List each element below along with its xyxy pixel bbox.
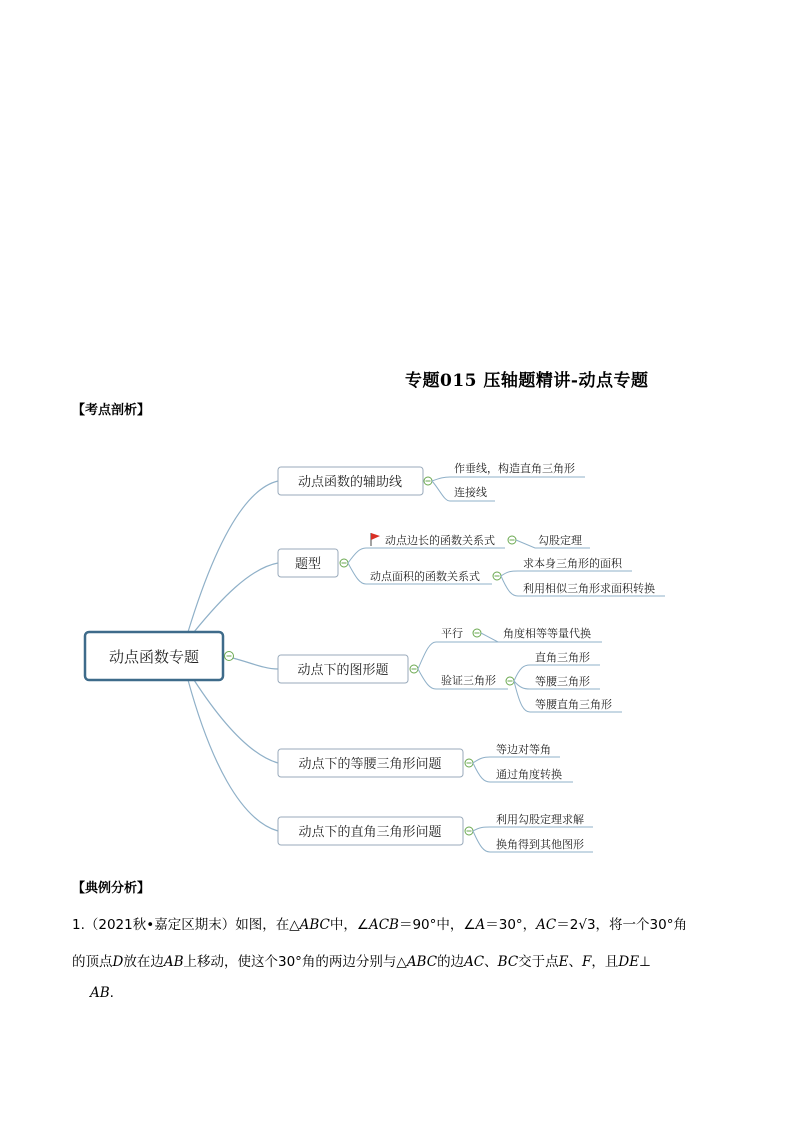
branch-question-types	[278, 533, 665, 596]
sub-branch-label: 验证三角形	[441, 674, 496, 687]
mindmap-root-node	[85, 632, 234, 680]
leaf-label: 勾股定理	[538, 534, 582, 547]
section-examples-heading: 【典例分析】	[72, 881, 151, 896]
section-analysis-heading: 【考点剖析】	[72, 403, 151, 418]
leaf-label: 连接线	[454, 486, 487, 499]
problem-line-1: 1.（2021秋•嘉定区期末）如图，在△ABC中，∠ACB＝90°中，∠A＝30°，AC＝2√3，将一个30°角	[72, 917, 687, 933]
leaf-label: 利用勾股定理求解	[496, 813, 584, 826]
leaf-label: 等腰直角三角形	[535, 698, 612, 711]
problem-line-2: 的顶点D放在边AB上移动，使这个30°角的两边分别与△ABC的边AC、BC交于点E、F，且DE⊥	[72, 954, 651, 970]
leaf-label: 角度相等等量代换	[503, 627, 591, 640]
leaf-label: 通过角度转换	[496, 768, 562, 781]
leaf-label: 换角得到其他图形	[496, 838, 584, 851]
mind-map	[0, 440, 794, 860]
branch-label: 动点下的图形题	[297, 663, 389, 678]
problem-line-3: AB.	[90, 985, 114, 1001]
branch-figure-problems	[278, 626, 622, 712]
branch-right-triangle-problems	[278, 812, 593, 852]
sub-branch-label: 动点边长的函数关系式	[385, 534, 495, 547]
branch-isosceles-problems	[278, 742, 573, 782]
mindmap-root-label: 动点函数专题	[108, 648, 200, 666]
leaf-label: 利用相似三角形求面积转换	[523, 582, 655, 595]
sub-branch-label: 动点面积的函数关系式	[370, 570, 480, 583]
leaf-label: 直角三角形	[535, 651, 590, 664]
page-title: 专题015 压轴题精讲-动点专题	[405, 371, 649, 391]
leaf-label: 作垂线，构造直角三角形	[454, 462, 575, 475]
branch-label: 动点下的等腰三角形问题	[298, 757, 442, 772]
branch-label: 动点下的直角三角形问题	[298, 825, 442, 840]
branch-auxiliary-lines	[278, 461, 585, 501]
leaf-label: 求本身三角形的面积	[523, 557, 622, 570]
flag-icon	[371, 533, 380, 546]
branch-label: 题型	[294, 557, 322, 572]
leaf-label: 等边对等角	[496, 743, 551, 756]
leaf-label: 等腰三角形	[535, 675, 590, 688]
sub-branch-label: 平行	[441, 627, 463, 640]
branch-label: 动点函数的辅助线	[297, 475, 403, 490]
